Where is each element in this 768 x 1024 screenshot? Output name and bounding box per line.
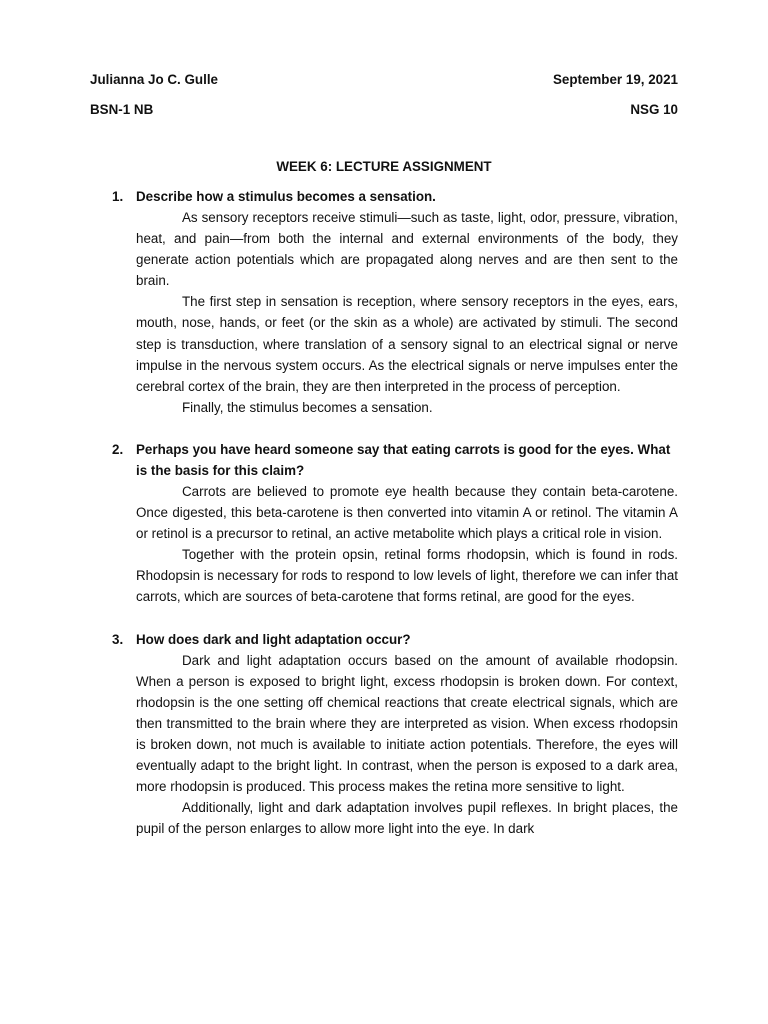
header-row-2 — [90, 102, 678, 117]
question-section-1 — [112, 186, 678, 418]
answer-paragraph: Together with the protein opsin, retinal forms rhodopsin, which is found in rods. Rhodopsin is necessary for rods to respond to low levels of light, therefore we can infer that carrots, which are sources of beta-carotene that forms retinal, are good for the eyes. — [136, 547, 678, 605]
document-title: WEEK 6: LECTURE ASSIGNMENT — [276, 159, 492, 174]
question-number: 3. — [112, 631, 124, 647]
question-3 — [112, 629, 678, 650]
header-row-1 — [90, 72, 678, 87]
assignment-date: September 19, 2021 — [552, 72, 678, 87]
answer-paragraph: Finally, the stimulus becomes a sensation. — [182, 399, 433, 415]
answer-paragraph: Additionally, light and dark adaptation involves pupil reflexes. In bright places, the pupil of the person enlarges to allow more light into the eye. In dark — [136, 800, 678, 837]
question-2 — [112, 439, 678, 481]
document-body — [112, 186, 678, 839]
question-1 — [112, 186, 678, 207]
answer-paragraph: The first step in sensation is reception, where sensory receptors in the eyes, ears, mouth, nose, hands, or feet (or the skin as a whole) are activated by stimuli. The second step is transduction, where translation of a sensory signal to an electrical signal or nerve impulse in the nervous system occurs. As the electrical signals or nerve impulses enter the cerebral cortex of the brain, they are then interpreted in the process of perception. — [136, 294, 678, 394]
question-number: 1. — [112, 189, 124, 204]
question-text: How does dark and light adaptation occur? — [136, 631, 411, 647]
question-section-3 — [112, 629, 678, 840]
course-code: NSG 10 — [630, 102, 678, 117]
answer-paragraph: As sensory receptors receive stimuli—such as taste, light, odor, pressure, vibration, heat, and pain—from both the internal and external environments of the body, they generate action potentials which are propagated along nerves and are then sent to the brain. — [136, 210, 678, 289]
question-number: 2. — [112, 441, 124, 457]
question-text: Perhaps you have heard someone say that eating carrots is good for the eyes. What is the basis for this claim? — [136, 441, 671, 478]
student-name: Julianna Jo C. Gulle — [90, 72, 218, 87]
answer-paragraph: Carrots are believed to promote eye health because they contain beta-carotene. Once digested, this beta-carotene is then converted into vitamin A or retinol. The vitamin A or retinol is a precursor to retinal, an active metabolite which plays a critical role in vision. — [136, 483, 678, 542]
answer-paragraph: Dark and light adaptation occurs based on the amount of available rhodopsin. When a person is exposed to bright light, excess rhodopsin is broken down. For context, rhodopsin is the one setting off chemical reactions that create electrical signals, which are then transmitted to the brain where they are interpreted as vision. When excess rhodopsin is broken down, not much is available to initiate action potentials. Therefore, the eyes will eventually adapt to the bright light. In contrast, when the person is exposed to a dark area, more rhodopsin is produced. This process makes the retina more sensitive to light. — [136, 652, 678, 795]
student-section: BSN-1 NB — [90, 102, 154, 117]
question-text: Describe how a stimulus becomes a sensation. — [136, 189, 436, 204]
question-section-2 — [112, 439, 678, 608]
